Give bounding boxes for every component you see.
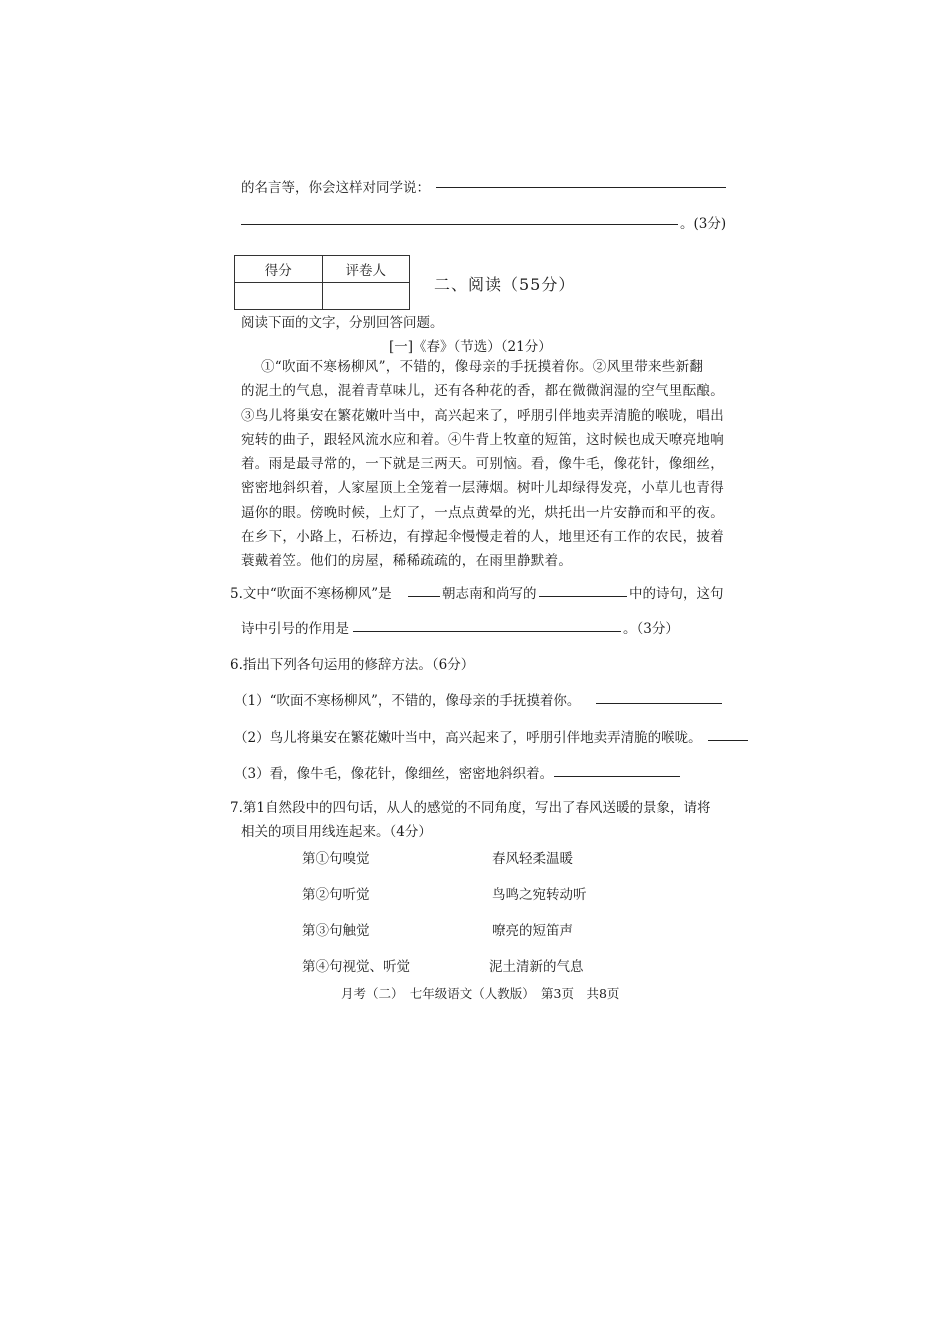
score-header: 得分 [235, 256, 323, 283]
match-left-item[interactable]: 第②句听觉 [302, 887, 370, 903]
passage-line: 着。雨是最寻常的，一下就是三两天。可别恼。看，像牛毛，像花针，像细丝， [241, 456, 724, 473]
answer-blank[interactable] [596, 703, 722, 704]
reading-passage [241, 355, 731, 574]
score-table [234, 255, 410, 310]
match-left-item[interactable]: 第①句嗅觉 [302, 851, 370, 867]
match-right-item[interactable]: 鸟鸣之宛转动听 [492, 887, 587, 903]
passage-line: ③鸟儿将巢安在繁花嫩叶当中，高兴起来了，呼朋引伴地卖弄清脆的喉咙，唱出 [241, 407, 724, 424]
score-cell[interactable] [235, 283, 323, 310]
q6-stem: 6.指出下列各句运用的修辞方法。（6分） [230, 657, 475, 673]
match-right-item[interactable]: 春风轻柔温暖 [492, 851, 573, 867]
q6-item-3: （3）看，像牛毛，像花针，像细丝，密密地斜织着。 [234, 766, 554, 782]
prev-question-line1: 的名言等，你会这样对同学说： [241, 180, 430, 196]
section-title: 二、阅读（55分） [434, 275, 576, 294]
q5-score: 。（3分） [623, 621, 679, 637]
q6-item-2: （2）鸟儿将巢安在繁花嫩叶当中，高兴起来了，呼朋引伴地卖弄清脆的喉咙。 [234, 730, 702, 746]
answer-blank[interactable] [436, 187, 726, 188]
prev-question-score: 。(3分) [680, 216, 727, 232]
passage-line: 蓑戴着笠。他们的房屋，稀稀疏疏的，在雨里静默着。 [241, 553, 573, 570]
answer-blank[interactable] [539, 596, 627, 597]
answer-blank[interactable] [353, 631, 621, 632]
match-left-item[interactable]: 第③句触觉 [302, 923, 370, 939]
match-right-item[interactable]: 嘹亮的短笛声 [492, 923, 573, 939]
answer-blank[interactable] [408, 596, 440, 597]
q5-part1: 5.文中“吹面不寒杨柳风”是 [230, 586, 392, 602]
q5-part3: 中的诗句，这句 [629, 586, 724, 602]
match-right-item[interactable]: 泥土清新的气息 [489, 959, 584, 975]
passage-line: 逼你的眼。傍晚时候，上灯了，一点点黄晕的光，烘托出一片安静而和平的夜。 [241, 504, 724, 521]
q5-line2-start: 诗中引号的作用是 [241, 621, 349, 637]
q6-item-1: （1）“吹面不寒杨柳风”，不错的，像母亲的手抚摸着你。 [234, 693, 581, 709]
match-left-item[interactable]: 第④句视觉、听觉 [302, 959, 410, 975]
reading-instruction: 阅读下面的文字，分别回答问题。 [241, 315, 444, 331]
grader-header: 评卷人 [322, 256, 410, 283]
answer-blank[interactable] [554, 776, 680, 777]
q5-part2: 朝志南和尚写的 [442, 586, 537, 602]
page-footer: 月考（二） 七年级语文（人教版） 第3页 共8页 [341, 986, 620, 1001]
answer-blank[interactable] [241, 224, 678, 225]
passage-title: [一]《春》（节选）（21分） [389, 339, 552, 355]
passage-line: ①“吹面不寒杨柳风”，不错的，像母亲的手抚摸着你。②风里带来些新翻 [261, 359, 704, 375]
answer-blank[interactable] [708, 740, 748, 741]
passage-line: 宛转的曲子，跟轻风流水应和着。④牛背上牧童的短笛，这时候也成天嘹亮地响 [241, 431, 724, 448]
q7-stem-line1: 7.第1自然段中的四句话，从人的感觉的不同角度，写出了春风送暖的景象，请将 [230, 800, 711, 816]
grader-cell[interactable] [322, 283, 410, 310]
q7-stem-line2: 相关的项目用线连起来。（4分） [241, 824, 432, 840]
passage-line: 在乡下，小路上，石桥边，有撑起伞慢慢走着的人，地里还有工作的农民，披着 [241, 529, 724, 546]
passage-line: 的泥土的气息，混着青草味儿，还有各种花的香，都在微微润湿的空气里酝酿。 [241, 383, 724, 400]
passage-line: 密密地斜织着，人家屋顶上全笼着一层薄烟。树叶儿却绿得发亮，小草儿也青得 [241, 480, 724, 497]
